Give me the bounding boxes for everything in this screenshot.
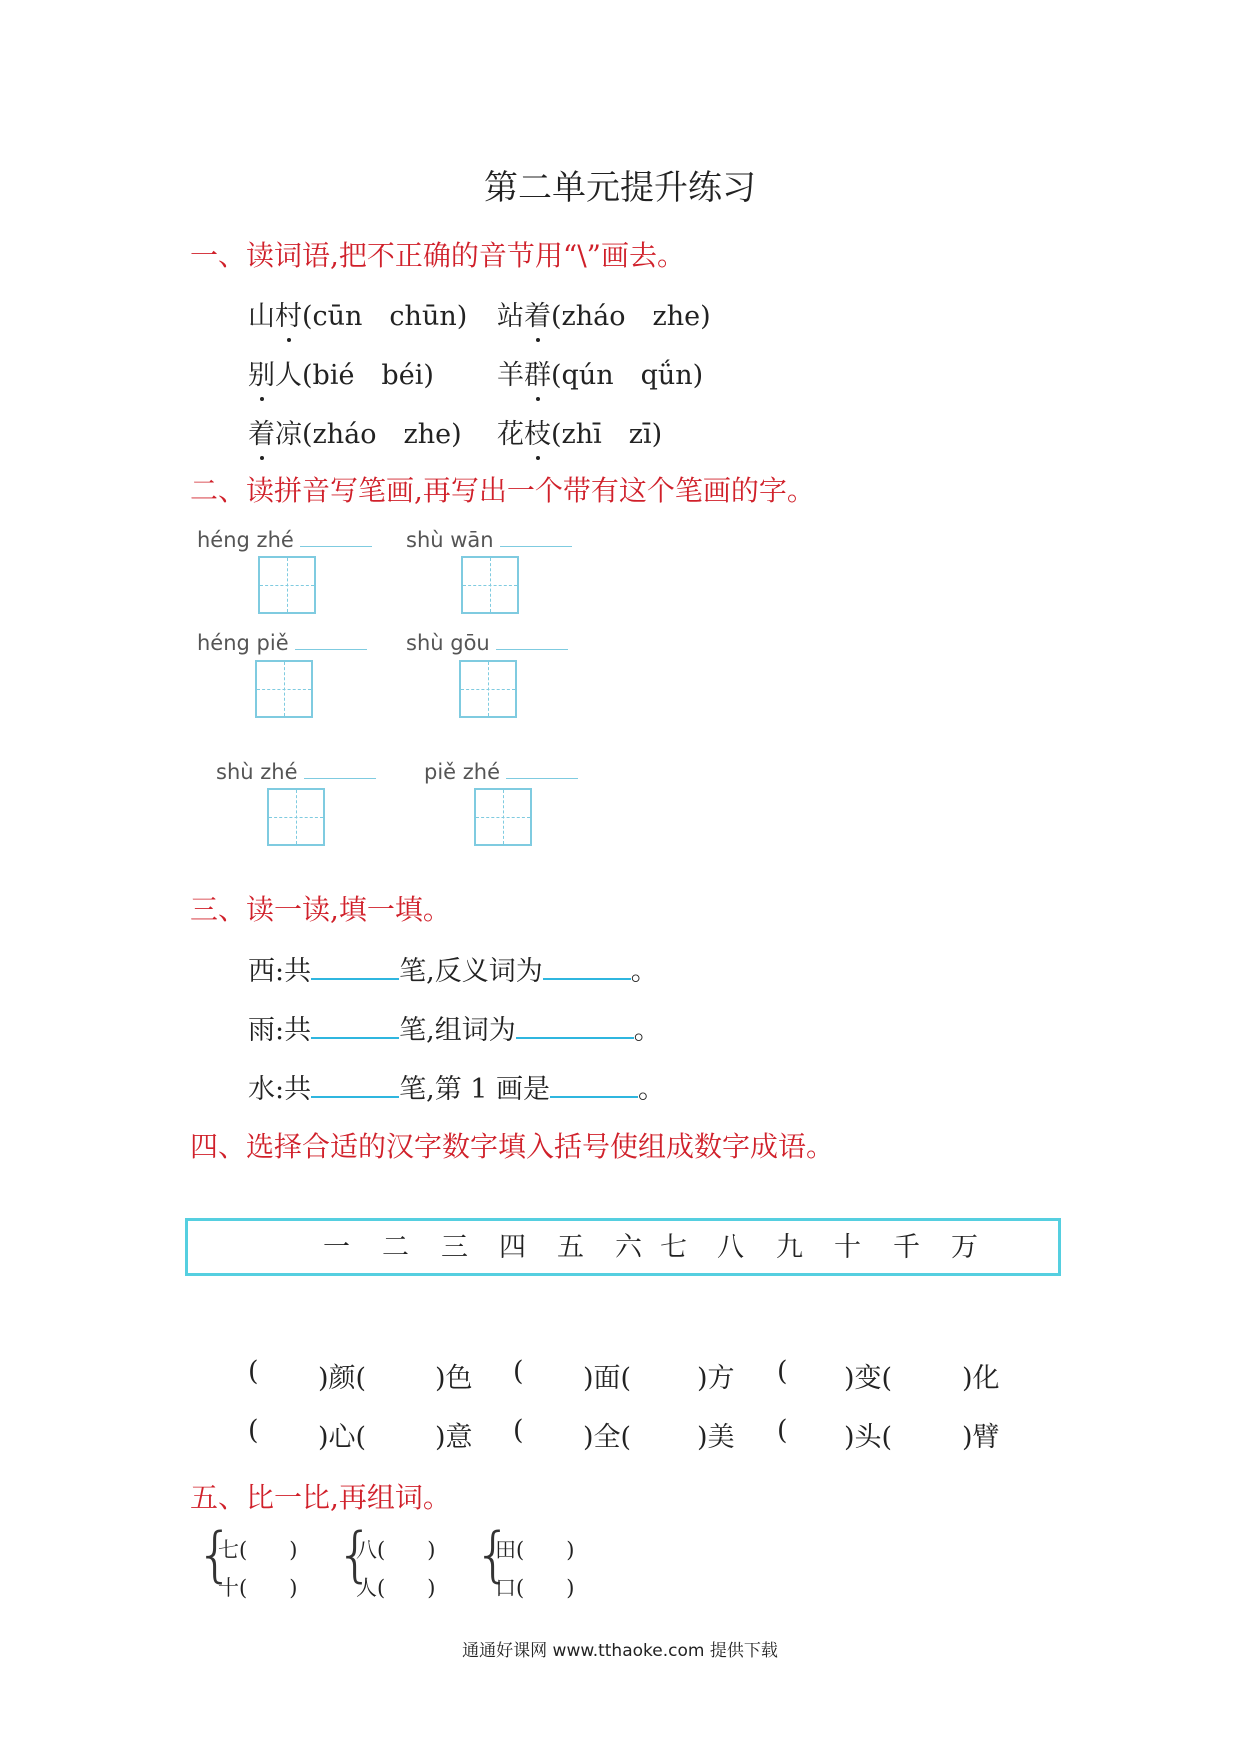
fill-blank[interactable]	[311, 1070, 399, 1098]
footer-text: 通通好课网 www.tthaoke.com 提供下载	[462, 1641, 778, 1661]
brace-icon: {	[474, 1520, 513, 1590]
writing-grid[interactable]	[459, 660, 517, 718]
idiom-part: )方	[697, 1363, 735, 1394]
writing-grid[interactable]	[474, 788, 532, 846]
section-5-heading: 五、比一比,再组词。	[190, 1481, 451, 1514]
number-char: 二	[382, 1232, 409, 1263]
number-char: 十	[834, 1232, 861, 1263]
fill-row: 水:共 笔,第 1 画是 。	[248, 1067, 665, 1106]
section-3-heading: 三、读一读,填一填。	[190, 893, 451, 926]
brace-icon: {	[336, 1520, 375, 1590]
number-char: 万	[951, 1232, 978, 1263]
stroke-answer-line[interactable]	[295, 627, 367, 650]
idiom-part: (	[513, 1356, 524, 1387]
word-item: 站着(zháo zhe)	[497, 294, 711, 333]
number-char: 三	[441, 1232, 468, 1263]
fill-blank[interactable]	[550, 1070, 638, 1098]
stroke-pinyin: shù zhé	[216, 756, 376, 784]
section-1-heading: 一、读词语,把不正确的音节用“\”画去。	[190, 239, 685, 272]
idiom-part: )颜(	[318, 1363, 367, 1394]
compare-item: 田( )	[495, 1538, 575, 1562]
stroke-answer-line[interactable]	[506, 756, 578, 779]
word-item: 山村(cūn chūn)	[248, 294, 467, 333]
section-4-heading: 四、选择合适的汉字数字填入括号使组成数字成语。	[190, 1130, 835, 1163]
idiom-part: )面(	[583, 1363, 632, 1394]
stroke-answer-line[interactable]	[496, 627, 568, 650]
number-char: 六	[615, 1232, 642, 1263]
word-item: 花枝(zhī zī)	[497, 412, 662, 451]
word-item: 别人(bié béi)	[248, 353, 434, 392]
idiom-part: (	[513, 1415, 524, 1446]
fill-blank[interactable]	[543, 952, 631, 980]
number-char: 千	[893, 1232, 920, 1263]
stroke-answer-line[interactable]	[500, 524, 572, 547]
writing-grid[interactable]	[461, 556, 519, 614]
stroke-pinyin: héng piě	[197, 627, 367, 655]
idiom-part: )意	[435, 1422, 473, 1453]
number-char: 一	[323, 1232, 350, 1263]
fill-blank[interactable]	[311, 952, 399, 980]
stroke-pinyin: héng zhé	[197, 524, 372, 552]
number-char: 四	[499, 1232, 526, 1263]
idiom-part: (	[777, 1415, 788, 1446]
number-char: 八	[717, 1232, 744, 1263]
compare-item: 十( )	[218, 1576, 298, 1600]
page-title: 第二单元提升练习	[484, 168, 756, 208]
writing-grid[interactable]	[258, 556, 316, 614]
idiom-part: (	[248, 1415, 259, 1446]
fill-blank[interactable]	[516, 1011, 634, 1039]
brace-icon: {	[196, 1520, 235, 1590]
writing-grid[interactable]	[267, 788, 325, 846]
idiom-part: (	[248, 1356, 259, 1387]
idiom-part: )化	[962, 1363, 1000, 1394]
stroke-answer-line[interactable]	[300, 524, 372, 547]
idiom-part: )心(	[318, 1422, 367, 1453]
compare-item: 七( )	[218, 1538, 298, 1562]
stroke-pinyin: piě zhé	[424, 756, 578, 784]
compare-item: 人( )	[356, 1576, 436, 1600]
number-char: 五	[557, 1232, 584, 1263]
word-item: 着凉(zháo zhe)	[248, 412, 462, 451]
idiom-part: )全(	[583, 1422, 632, 1453]
section-2-heading: 二、读拼音写笔画,再写出一个带有这个笔画的字。	[190, 474, 815, 507]
fill-row: 雨:共 笔,组词为 。	[248, 1008, 661, 1047]
stroke-answer-line[interactable]	[304, 756, 376, 779]
number-char: 七	[660, 1232, 687, 1263]
number-char: 九	[776, 1232, 803, 1263]
idiom-part: )美	[697, 1422, 735, 1453]
idiom-part: )头(	[844, 1422, 893, 1453]
stroke-pinyin: shù gōu	[406, 627, 568, 655]
stroke-pinyin: shù wān	[406, 524, 572, 552]
idiom-part: )色	[435, 1363, 473, 1394]
idiom-part: (	[777, 1356, 788, 1387]
idiom-part: )变(	[844, 1363, 893, 1394]
writing-grid[interactable]	[255, 660, 313, 718]
fill-blank[interactable]	[311, 1011, 399, 1039]
word-item: 羊群(qún qǘn)	[497, 353, 703, 392]
idiom-part: )臂	[962, 1422, 1000, 1453]
fill-row: 西:共 笔,反义词为 。	[248, 949, 658, 988]
compare-item: 口( )	[495, 1576, 575, 1600]
compare-item: 八( )	[356, 1538, 436, 1562]
